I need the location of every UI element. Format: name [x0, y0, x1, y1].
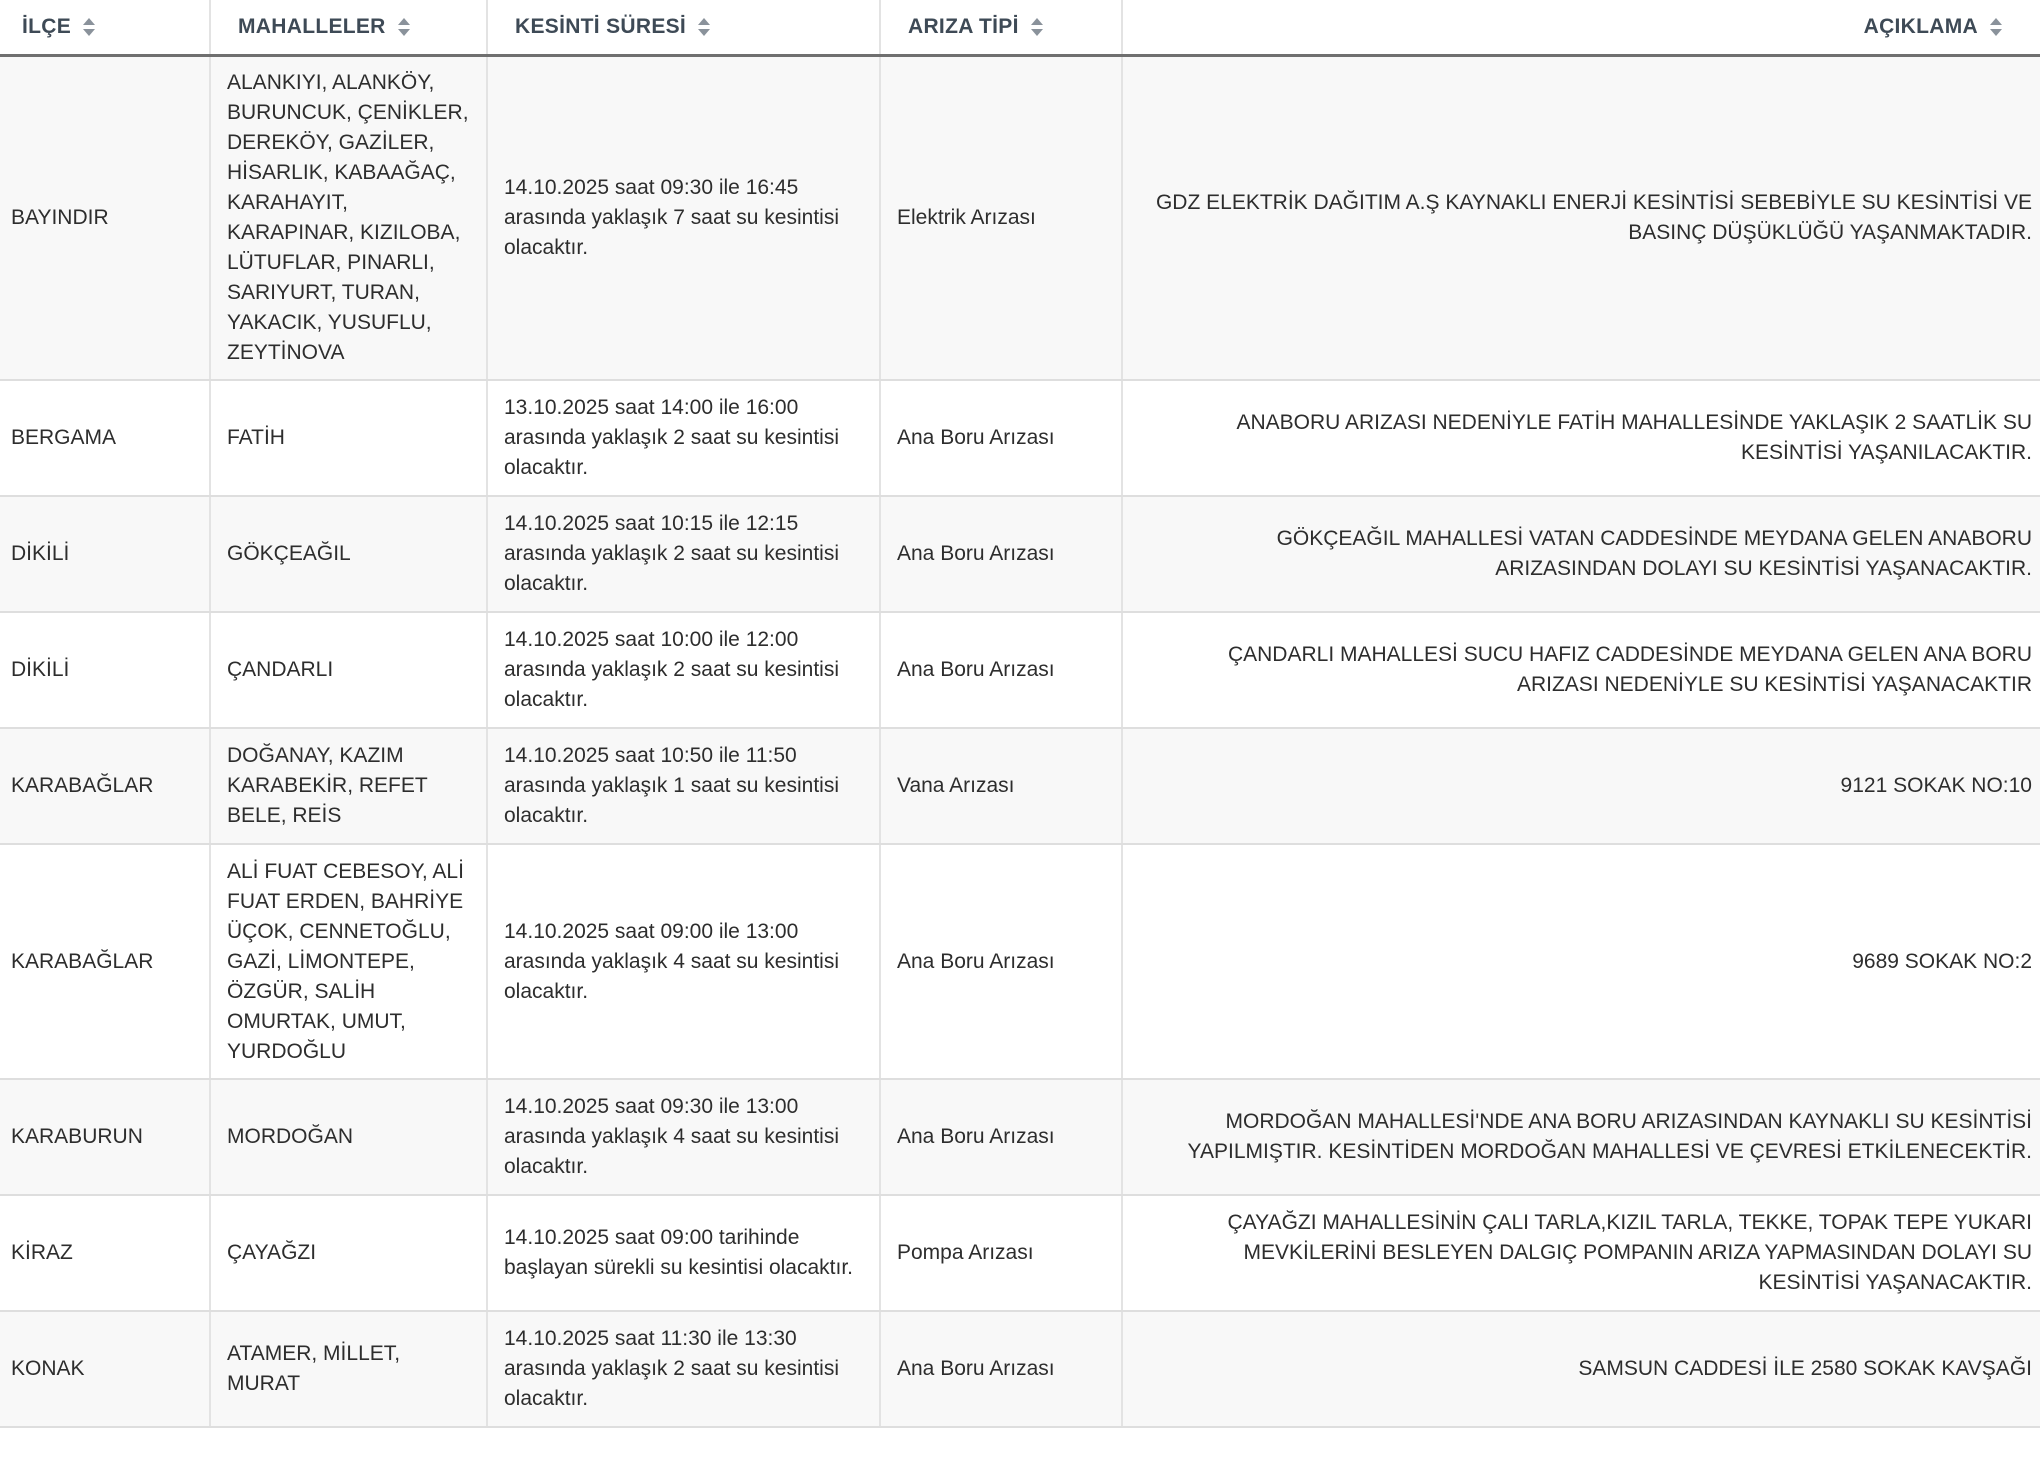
cell-kesinti-suresi: 14.10.2025 saat 09:30 ile 16:45 arasında yaklaşık 7 saat su kesintisi olacaktır.	[487, 56, 880, 381]
cell-kesinti-suresi: 14.10.2025 saat 09:00 tarihinde başlayan sürekli su kesintisi olacaktır.	[487, 1195, 880, 1311]
column-header-ilce[interactable]	[0, 0, 210, 56]
cell-ariza-tipi: Ana Boru Arızası	[880, 1311, 1122, 1427]
sort-icon[interactable]	[83, 17, 95, 37]
table-row	[0, 1079, 2040, 1195]
cell-mahalleler: FATİH	[210, 380, 487, 496]
table-body	[0, 56, 2040, 1428]
cell-kesinti-suresi: 14.10.2025 saat 09:00 ile 13:00 arasında yaklaşık 4 saat su kesintisi olacaktır.	[487, 844, 880, 1079]
cell-ilce: KARABAĞLAR	[0, 844, 210, 1079]
table-header	[0, 0, 2040, 56]
table-row	[0, 728, 2040, 844]
cell-aciklama: ANABORU ARIZASI NEDENİYLE FATİH MAHALLESİNDE YAKLAŞIK 2 SAATLİK SU KESİNTİSİ YAŞANILACAKTIR.	[1122, 380, 2040, 496]
cell-kesinti-suresi: 14.10.2025 saat 10:15 ile 12:15 arasında yaklaşık 2 saat su kesintisi olacaktır.	[487, 496, 880, 612]
cell-mahalleler: ATAMER, MİLLET, MURAT	[210, 1311, 487, 1427]
cell-mahalleler: ÇAYAĞZI	[210, 1195, 487, 1311]
cell-mahalleler: ALANKIYI, ALANKÖY, BURUNCUK, ÇENİKLER, DEREKÖY, GAZİLER, HİSARLIK, KABAAĞAÇ, KARAHAYIT, KARAPINAR, KIZILOBA, LÜTUFLAR, PINARLI, SARIYURT, TURAN, YAKACIK, YUSUFLU, ZEYTİNOVA	[210, 56, 487, 381]
cell-aciklama: ÇAYAĞZI MAHALLESİNİN ÇALI TARLA,KIZIL TARLA, TEKKE, TOPAK TEPE YUKARI MEVKİLERİNİ BESLEYEN DALGIÇ POMPANIN ARIZA YAPMASINDAN DOLAYI SU KESİNTİSİ YAŞANACAKTIR.	[1122, 1195, 2040, 1311]
cell-ilce: KİRAZ	[0, 1195, 210, 1311]
cell-kesinti-suresi: 14.10.2025 saat 10:50 ile 11:50 arasında yaklaşık 1 saat su kesintisi olacaktır.	[487, 728, 880, 844]
cell-ilce: KARABURUN	[0, 1079, 210, 1195]
cell-aciklama: MORDOĞAN MAHALLESİ'NDE ANA BORU ARIZASINDAN KAYNAKLI SU KESİNTİSİ YAPILMIŞTIR. KESİNTİDEN MORDOĞAN MAHALLESİ VE ÇEVRESİ ETKİLENECEKTİR.	[1122, 1079, 2040, 1195]
cell-ariza-tipi: Ana Boru Arızası	[880, 612, 1122, 728]
table-row	[0, 1195, 2040, 1311]
cell-kesinti-suresi: 14.10.2025 saat 10:00 ile 12:00 arasında yaklaşık 2 saat su kesintisi olacaktır.	[487, 612, 880, 728]
table-row	[0, 844, 2040, 1079]
column-header-aciklama[interactable]	[1122, 0, 2040, 56]
sort-icon[interactable]	[1990, 17, 2002, 37]
cell-kesinti-suresi: 14.10.2025 saat 09:30 ile 13:00 arasında yaklaşık 4 saat su kesintisi olacaktır.	[487, 1079, 880, 1195]
cell-aciklama: ÇANDARLI MAHALLESİ SUCU HAFIZ CADDESİNDE MEYDANA GELEN ANA BORU ARIZASI NEDENİYLE SU KESİNTİSİ YAŞANACAKTIR	[1122, 612, 2040, 728]
header-row	[0, 0, 2040, 56]
cell-ilce: BERGAMA	[0, 380, 210, 496]
cell-ilce: KONAK	[0, 1311, 210, 1427]
column-header-label: MAHALLELER	[238, 15, 386, 38]
cell-mahalleler: ALİ FUAT CEBESOY, ALİ FUAT ERDEN, BAHRİYE ÜÇOK, CENNETOĞLU, GAZİ, LİMONTEPE, ÖZGÜR, SALİH OMURTAK, UMUT, YURDOĞLU	[210, 844, 487, 1079]
sort-icon[interactable]	[398, 17, 410, 37]
cell-ariza-tipi: Pompa Arızası	[880, 1195, 1122, 1311]
column-header-kesinti-suresi[interactable]	[487, 0, 880, 56]
cell-ariza-tipi: Ana Boru Arızası	[880, 1079, 1122, 1195]
cell-ilce: BAYINDIR	[0, 56, 210, 381]
cell-aciklama: GDZ ELEKTRİK DAĞITIM A.Ş KAYNAKLI ENERJİ KESİNTİSİ SEBEBİYLE SU KESİNTİSİ VE BASINÇ DÜŞÜKLÜĞÜ YAŞANMAKTADIR.	[1122, 56, 2040, 381]
cell-mahalleler: GÖKÇEAĞIL	[210, 496, 487, 612]
cell-ariza-tipi: Elektrik Arızası	[880, 56, 1122, 381]
column-header-ariza-tipi[interactable]	[880, 0, 1122, 56]
table-row	[0, 1311, 2040, 1427]
column-header-label: AÇIKLAMA	[1863, 15, 1978, 38]
column-header-label: İLÇE	[22, 15, 72, 38]
column-header-mahalleler[interactable]	[210, 0, 487, 56]
cell-aciklama: SAMSUN CADDESİ İLE 2580 SOKAK KAVŞAĞI	[1122, 1311, 2040, 1427]
table-row	[0, 56, 2040, 381]
cell-kesinti-suresi: 14.10.2025 saat 11:30 ile 13:30 arasında yaklaşık 2 saat su kesintisi olacaktır.	[487, 1311, 880, 1427]
cell-ariza-tipi: Ana Boru Arızası	[880, 844, 1122, 1079]
cell-ilce: DİKİLİ	[0, 612, 210, 728]
cell-aciklama: GÖKÇEAĞIL MAHALLESİ VATAN CADDESİNDE MEYDANA GELEN ANABORU ARIZASINDAN DOLAYI SU KESİNTİSİ YAŞANACAKTIR.	[1122, 496, 2040, 612]
column-header-label: ARIZA TİPİ	[908, 15, 1019, 38]
cell-kesinti-suresi: 13.10.2025 saat 14:00 ile 16:00 arasında yaklaşık 2 saat su kesintisi olacaktır.	[487, 380, 880, 496]
cell-ilce: DİKİLİ	[0, 496, 210, 612]
cell-mahalleler: MORDOĞAN	[210, 1079, 487, 1195]
cell-ariza-tipi: Vana Arızası	[880, 728, 1122, 844]
table-row	[0, 612, 2040, 728]
cell-ariza-tipi: Ana Boru Arızası	[880, 496, 1122, 612]
cell-ariza-tipi: Ana Boru Arızası	[880, 380, 1122, 496]
cell-aciklama: 9121 SOKAK NO:10	[1122, 728, 2040, 844]
cell-mahalleler: DOĞANAY, KAZIM KARABEKİR, REFET BELE, REİS	[210, 728, 487, 844]
sort-icon[interactable]	[1031, 17, 1043, 37]
table-row	[0, 380, 2040, 496]
cell-ilce: KARABAĞLAR	[0, 728, 210, 844]
sort-icon[interactable]	[698, 17, 710, 37]
table-row	[0, 496, 2040, 612]
column-header-label: KESİNTİ SÜRESİ	[515, 15, 687, 38]
cell-aciklama: 9689 SOKAK NO:2	[1122, 844, 2040, 1079]
cell-mahalleler: ÇANDARLI	[210, 612, 487, 728]
